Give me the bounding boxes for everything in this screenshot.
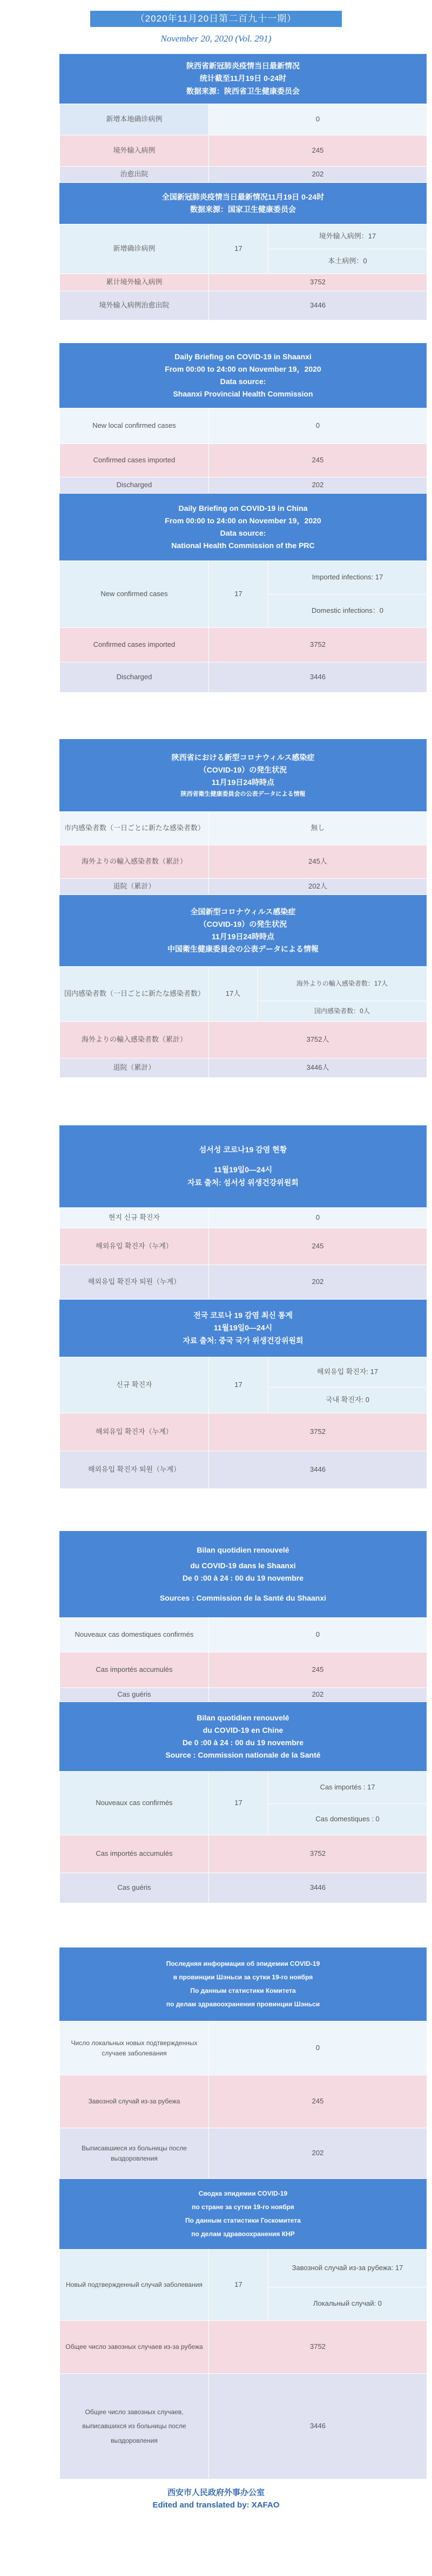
row-value: 3446 <box>209 1873 427 1903</box>
row-value: 245 <box>209 444 427 477</box>
row-label: Discharged <box>60 477 209 494</box>
sub-value: Завозной случай из-за рубежа: 17 <box>268 2250 427 2287</box>
header-line: Последняя информация об эпидемии COVID-19 <box>166 1959 320 1967</box>
row-label: 현지 신규 확진자 <box>60 1208 209 1228</box>
table-row <box>60 1208 427 1228</box>
header-line: （COVID-19）の発生状況 <box>199 919 287 928</box>
row-value: 245 <box>209 1228 427 1265</box>
row-label: Nouveaux cas domestiques confirmés <box>60 1618 209 1652</box>
header-line: По данным статистики Комитета <box>190 1987 296 1994</box>
row-label: Confirmed cases imported <box>60 444 209 477</box>
ja-shaanxi-table <box>59 811 427 895</box>
row-label: 해외유입 확진자 퇴원（누계） <box>60 1265 209 1300</box>
table-row <box>60 1357 427 1388</box>
table-row <box>60 2250 427 2287</box>
row-value: 3752 <box>209 1835 427 1873</box>
header-line: Bilan quotidien renouvelé <box>197 1545 289 1554</box>
header-line: 全国新冠肺炎疫情当日最新情况11月19日 0-24时 <box>161 192 325 201</box>
header-line: 陕西省新冠肺炎疫情当日最新情况 <box>186 62 300 71</box>
header-line: 자료 출처: 섬서성 위생건강위원회 <box>187 1178 299 1187</box>
row-label: 신규 확진자 <box>60 1357 209 1413</box>
row-value: 0 <box>209 104 427 135</box>
table-row <box>60 2321 427 2374</box>
row-value: 202 <box>209 1688 427 1702</box>
table-row <box>60 879 427 895</box>
ru-china-table <box>59 2249 427 2479</box>
row-value: 0 <box>209 408 427 444</box>
footer-org: 西安市人民政府外事办公室 <box>167 2488 265 2497</box>
header-line: Data source: <box>220 529 266 537</box>
row-value: 3446 <box>209 2374 427 2479</box>
header-line: From 00:00 to 24:00 on November 19，2020 <box>165 364 321 373</box>
en-shaanxi-header <box>59 343 427 408</box>
fr-china-header <box>59 1702 427 1771</box>
table-row <box>60 1772 427 1804</box>
table-row <box>60 1688 427 1702</box>
ru-china-header <box>59 2179 427 2249</box>
table-row <box>60 662 427 693</box>
row-value: 3752 <box>209 628 427 662</box>
row-label: 国内感染者数（一日ごとに新たな感染者数） <box>60 967 209 1022</box>
row-value: 202人 <box>209 879 427 895</box>
header-line: 陝西省衛生健康委員会の公表データによる情報 <box>180 790 306 797</box>
table-row <box>60 561 427 595</box>
header-line: Source : Commission nationale de la Santé <box>165 1751 321 1760</box>
table-row <box>60 2075 427 2128</box>
row-value: 0 <box>209 1208 427 1228</box>
table-row <box>60 477 427 494</box>
header-line: Daily Briefing on COVID-19 in China <box>178 503 308 513</box>
row-value: 202 <box>209 1265 427 1300</box>
ko-shaanxi-table <box>59 1207 427 1300</box>
table-row <box>60 2128 427 2179</box>
header-line: De 0 :00 à 24 : 00 du 19 novembre <box>182 1574 304 1582</box>
header-line: по делам здравоохранения КНР <box>191 2230 295 2238</box>
row-label: Выписавшиеся из больницы после выздоровления <box>60 2128 209 2179</box>
fr-china-table <box>59 1771 427 1903</box>
header-line: 11월19일0—24시 <box>213 1323 273 1333</box>
fr-section <box>59 1531 427 1903</box>
ru-shaanxi-header <box>59 1948 427 2021</box>
en-section <box>59 343 427 693</box>
zh-china-table <box>59 224 427 320</box>
header-line: 数据来源：国家卫生健康委员会 <box>190 205 296 214</box>
header-line: 11월19일0—24시 <box>213 1165 273 1174</box>
header-line: Shaanxi Provincial Health Commission <box>173 390 313 399</box>
header-line: De 0 :00 à 24 : 00 du 19 novembre <box>182 1738 304 1747</box>
row-label: 해외유입 확진자 퇴원（누계） <box>60 1451 209 1489</box>
ko-china-header <box>59 1300 427 1357</box>
row-label: 境外输入病例 <box>60 135 209 167</box>
row-label: Nouveaux cas confirmés <box>60 1772 209 1835</box>
row-value: 3446 <box>209 662 427 693</box>
fr-shaanxi-table <box>59 1617 427 1702</box>
header-line: Bilan quotidien renouvelé <box>197 1713 289 1722</box>
sub-value: 해외유입 확진자: 17 <box>268 1357 427 1388</box>
sub-value: Cas importés : 17 <box>268 1772 427 1804</box>
row-value: 3752 <box>209 274 427 291</box>
row-label: 海外よりの輸入感染者数（累計） <box>60 1022 209 1058</box>
header-line: 자료 출처: 중국 국가 위생건강위원회 <box>183 1336 303 1345</box>
row-value: 245 <box>209 135 427 167</box>
header-line: по стране за сутки 19-го ноября <box>192 2203 294 2211</box>
row-label: Новый подтвержденный случай заболевания <box>60 2250 209 2321</box>
ko-china-table <box>59 1357 427 1489</box>
zh-section <box>59 54 427 320</box>
header-line: （COVID-19）の発生状況 <box>199 766 287 775</box>
header-line: Sources : Commission de la Santé du Shaanxi <box>159 1594 327 1603</box>
sub-value: 海外よりの輸入感染者数：17人 <box>258 967 427 1001</box>
header-line: по делам здравоохранения провинции Шэньси <box>166 2000 320 2008</box>
ko-section <box>59 1125 427 1489</box>
sub-value: Domestic infections：0 <box>268 595 427 628</box>
row-value: 無し <box>209 812 427 845</box>
row-label: Общее число завозных случаев из-за рубежа <box>60 2321 209 2374</box>
row-value: 0 <box>209 1618 427 1652</box>
en-shaanxi-table <box>59 408 427 494</box>
header-line: Data source: <box>220 377 266 386</box>
table-row <box>60 1265 427 1300</box>
table-row <box>60 104 427 135</box>
row-label: 해외유입 확진자（누계） <box>60 1413 209 1451</box>
header-line: 陝西省における新型コロナウィルス感染症 <box>171 753 315 762</box>
header-line: Daily Briefing on COVID-19 in Shaanxi <box>174 352 312 361</box>
row-value: 245 <box>209 1652 427 1688</box>
table-row <box>60 291 427 320</box>
header-line: 전국 코로나 19 감염 최신 통계 <box>193 1311 293 1320</box>
row-value: 202 <box>209 477 427 494</box>
header-line: From 00:00 to 24:00 on November 19，2020 <box>165 516 321 525</box>
ru-shaanxi-table <box>59 2021 427 2179</box>
row-value: 202 <box>209 167 427 183</box>
row-value: 3446 <box>209 1451 427 1489</box>
table-row <box>60 224 427 249</box>
ko-shaanxi-header <box>59 1125 427 1207</box>
table-row <box>60 1451 427 1489</box>
sub-value: Cas domestiques : 0 <box>268 1804 427 1835</box>
row-label: Cas importés accumulés <box>60 1652 209 1688</box>
row-label: Confirmed cases imported <box>60 628 209 662</box>
row-value: 17 <box>209 1772 268 1835</box>
issue-banner: （2020年11月20日第二百九十一期） <box>90 11 342 27</box>
row-label: Число локальных новых подтвержденных случаев заболевания <box>60 2021 209 2075</box>
sub-value: Imported infections: 17 <box>268 561 427 595</box>
header-line: 11月19日24時時点 <box>212 778 274 787</box>
header-line: 11月19日24時時点 <box>212 932 274 941</box>
row-label: 해외유입 확진자（누계） <box>60 1228 209 1265</box>
header-line: 中国衛生健康委員会の公表データによる情報 <box>167 945 319 954</box>
table-row <box>60 845 427 879</box>
row-value: 245 <box>209 2075 427 2128</box>
row-value: 3446人 <box>209 1058 427 1078</box>
footer-credit: Edited and translated by: XAFAO <box>152 2500 280 2510</box>
header-line: National Health Commission of the PRC <box>171 541 315 550</box>
table-row <box>60 1873 427 1903</box>
issue-subtitle: November 20, 2020 (Vol. 291) <box>160 33 272 44</box>
ja-china-header <box>59 895 427 966</box>
table-row <box>60 1228 427 1265</box>
header-line: Сводка эпидемии COVID-19 <box>198 2189 288 2197</box>
table-row <box>60 135 427 167</box>
table-row <box>60 167 427 183</box>
zh-shaanxi-header <box>59 54 427 104</box>
row-value: 245人 <box>209 845 427 879</box>
footer <box>0 2487 432 2511</box>
en-china-table <box>59 561 427 693</box>
sub-value: 境外输入病例：17 <box>268 224 427 249</box>
table-row <box>60 408 427 444</box>
row-value: 3752 <box>209 2321 427 2374</box>
ja-shaanxi-header <box>59 739 427 811</box>
ja-china-table <box>59 966 427 1078</box>
row-label: Cas guéris <box>60 1688 209 1702</box>
row-value: 3752 <box>209 1413 427 1451</box>
header-line: 数据来源：陕西省卫生健康委员会 <box>186 86 300 95</box>
row-label: 新增确诊病例 <box>60 224 209 274</box>
table-row <box>60 1058 427 1078</box>
row-value: 17人 <box>209 967 258 1022</box>
ru-section <box>59 1948 427 2479</box>
row-label: 境外输入病例治愈出院 <box>60 291 209 320</box>
table-row <box>60 274 427 291</box>
row-value: 17 <box>209 561 268 628</box>
sub-value: 本土病例：0 <box>268 249 427 274</box>
zh-china-header <box>59 183 427 224</box>
table-row <box>60 2021 427 2075</box>
row-label: 退院（累計） <box>60 879 209 895</box>
row-value: 3752人 <box>209 1022 427 1058</box>
row-label: Общее число завозных случаев, выписавшихся из больницы после выздоровления <box>60 2374 209 2479</box>
zh-shaanxi-table <box>59 104 427 183</box>
sub-value: 国内感染者数：0人 <box>258 1001 427 1022</box>
row-label: New confirmed cases <box>60 561 209 628</box>
row-label: 海外よりの輸入感染者数（累計） <box>60 845 209 879</box>
row-label: 新增本地确诊病例 <box>60 104 209 135</box>
ja-section <box>59 739 427 1078</box>
row-label: 治愈出院 <box>60 167 209 183</box>
header-line: в провинции Шэньси за сутки 19-го ноября <box>173 1973 313 1981</box>
table-row <box>60 1413 427 1451</box>
row-value: 0 <box>209 2021 427 2075</box>
fr-shaanxi-header <box>59 1531 427 1617</box>
table-row <box>60 1652 427 1688</box>
table-row <box>60 628 427 662</box>
row-label: Cas importés accumulés <box>60 1835 209 1873</box>
row-label: 累计境外输入病例 <box>60 274 209 291</box>
row-value: 17 <box>209 2250 268 2321</box>
row-value: 202 <box>209 2128 427 2179</box>
row-label: 市内感染者数（一日ごとに新たな感染者数） <box>60 812 209 845</box>
header-line: 全国新型コロナウィルス感染症 <box>190 907 296 916</box>
row-label: Завозной случай из-за рубежа <box>60 2075 209 2128</box>
sub-value: Локальный случай: 0 <box>268 2287 427 2321</box>
row-value: 3446 <box>209 291 427 320</box>
row-value: 17 <box>209 1357 268 1413</box>
row-label: 退院（累計） <box>60 1058 209 1078</box>
row-label: Discharged <box>60 662 209 693</box>
row-label: New local confirmed cases <box>60 408 209 444</box>
row-label: Cas guéris <box>60 1873 209 1903</box>
table-row <box>60 1022 427 1058</box>
table-row <box>60 1835 427 1873</box>
table-row <box>60 2374 427 2479</box>
table-row <box>60 1618 427 1652</box>
table-row <box>60 812 427 845</box>
table-row <box>60 967 427 1001</box>
row-value: 17 <box>209 224 268 274</box>
header-line: du COVID-19 en Chine <box>202 1725 284 1734</box>
table-row <box>60 444 427 477</box>
header-line: По данным статистики Госкомитета <box>185 2217 301 2224</box>
header-line: 섬서성 코로나19 감염 현황 <box>199 1145 287 1154</box>
header-line: du COVID-19 dans le Shaanxi <box>190 1561 296 1570</box>
sub-value: 국내 확진자: 0 <box>268 1388 427 1413</box>
en-china-header <box>59 494 427 561</box>
header-line: 统计截至11月19日 0-24时 <box>199 74 287 83</box>
